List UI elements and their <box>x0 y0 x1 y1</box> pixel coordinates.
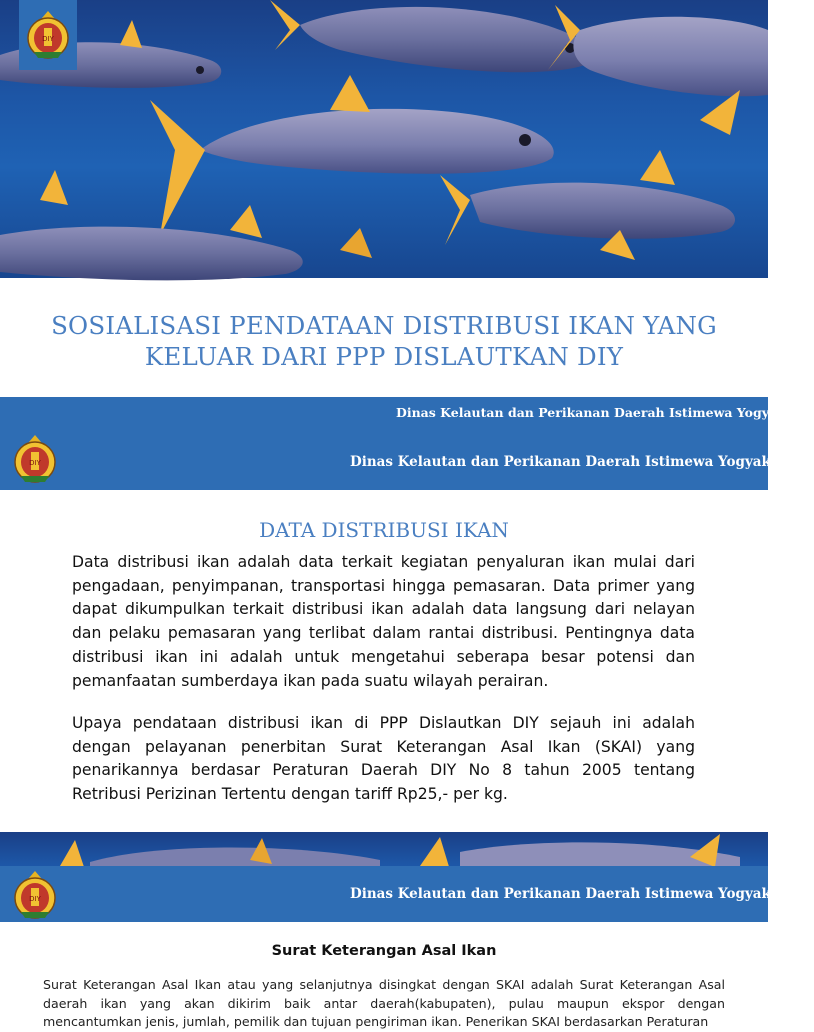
paragraph-2: Upaya pendataan distribusi ikan di PPP Dislautkan DIY sejauh ini adalah dengan pelayanan penerbitan Surat Keterangan Asal Ikan (SKAI) yang penarikannya berdasar Peraturan Daerah DIY No 8 tahun 2005 tentang Retribusi Perizinan Tertentu dengan tariff Rp25,- per kg. <box>72 714 695 804</box>
paragraph-1: Data distribusi ikan adalah data terkait kegiatan penyaluran ikan mulai dari pengadaan, penyimpanan, transportasi hingga pemasaran. Data primer yang dapat dikumpulkan terkait distribusi ikan adalah data langsung dari nelayan dan pelaku pemasaran yang terlibat dalam rantai distribusi. Pentingnya data distribusi ikan ini adalah untuk mengetahui seberapa besar potensi dan pemanfaatan sumberdaya ikan pada suatu wilayah perairan. <box>72 553 695 690</box>
band-text: Dinas Kelautan dan Perikanan Daerah Istimewa Yogyakarta <box>350 886 802 902</box>
logo-box <box>19 0 77 70</box>
tuna-illustration <box>0 0 768 278</box>
svg-text:DIY: DIY <box>29 895 41 903</box>
slide-title-line-1: SOSIALISASI PENDATAAN DISTRIBUSI IKAN YANG <box>51 311 717 340</box>
svg-text:DIY: DIY <box>29 459 41 467</box>
slide3-band <box>0 866 802 922</box>
header-band <box>0 397 814 490</box>
section-heading: DATA DISTRIBUSI IKAN <box>259 518 509 542</box>
band-footer-text: Dinas Kelautan dan Perikanan Daerah Istimewa Yogyakarta <box>350 454 802 470</box>
tuna-school-photo <box>0 0 768 278</box>
slide-title <box>0 310 768 372</box>
svg-text:DIY: DIY <box>42 35 54 43</box>
dislautkan-diy-seal-icon <box>11 432 59 484</box>
band-header-text: Dinas Kelautan dan Perikanan Daerah Istimewa Yogyakarta <box>396 405 814 420</box>
skai-heading: Surat Keterangan Asal Ikan <box>271 943 497 959</box>
dislautkan-diy-seal-icon <box>24 8 72 60</box>
dislautkan-diy-seal-icon <box>11 868 59 920</box>
slide-title-line-2: KELUAR DARI PPP DISLAUTKAN DIY <box>144 342 624 371</box>
skai-body: Surat Keterangan Asal Ikan atau yang selanjutnya disingkat dengan SKAI adalah Surat Keterangan Asal daerah ikan yang akan dikirim baik antar daerah(kabupaten), pulau maupun ekspor dengan mencantumkan jenis, jumlah, pemilik dan tujuan pengiriman ikan. Penerikan SKAI berdasarkan Peraturan <box>43 977 725 1029</box>
